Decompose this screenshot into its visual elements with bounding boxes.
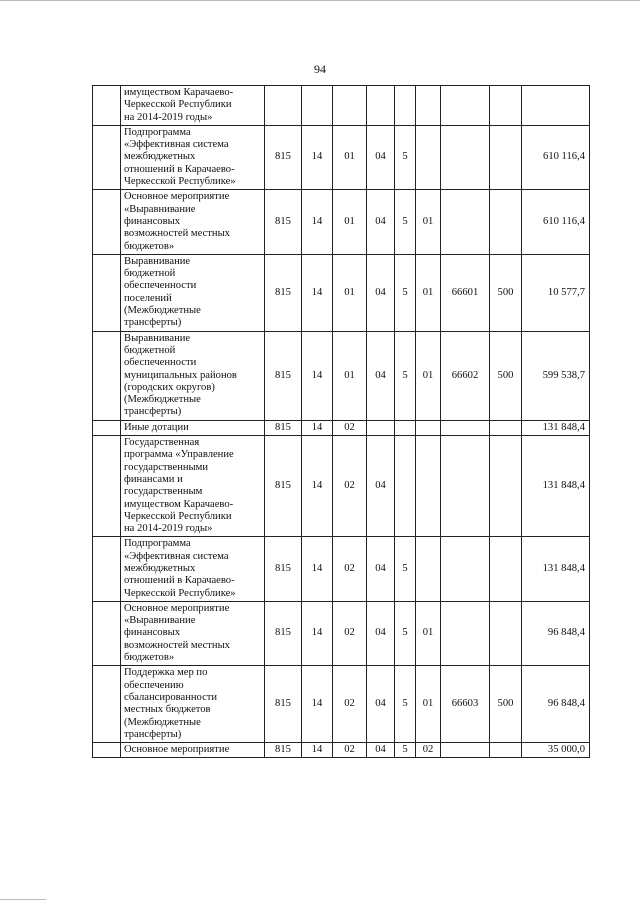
- admin-code-cell: 815: [265, 254, 302, 331]
- expense-type-cell: [490, 420, 522, 435]
- description-line: программа «Управление: [124, 449, 234, 461]
- subprogram-cell: 5: [395, 190, 416, 254]
- section-cell: 14: [302, 420, 333, 435]
- event-cell: [416, 537, 441, 601]
- row-number-cell: [93, 125, 121, 189]
- description-line: Основное мероприятие: [124, 191, 230, 203]
- direction-cell: [441, 190, 490, 254]
- description-line: отношений в Карачаево-: [124, 163, 235, 175]
- row-number-cell: [93, 537, 121, 601]
- table-row: [93, 331, 590, 420]
- subsection-cell: 01: [333, 254, 367, 331]
- admin-code-cell: 815: [265, 537, 302, 601]
- direction-cell: 66603: [441, 666, 490, 743]
- description-line: Черкесской Республике»: [124, 176, 236, 188]
- direction-cell: [441, 436, 490, 537]
- program-cell: 04: [367, 254, 395, 331]
- table-row: [93, 420, 590, 435]
- table-body: [93, 86, 590, 758]
- row-number-cell: [93, 254, 121, 331]
- subsection-cell: 02: [333, 436, 367, 537]
- description-cell: [121, 601, 265, 665]
- description-cell: [121, 254, 265, 331]
- table-row: [93, 86, 590, 126]
- description-line: Поддержка мер по: [124, 667, 208, 679]
- description-line: Выравнивание: [124, 255, 191, 267]
- description-line: муниципальных районов: [124, 369, 237, 381]
- program-cell: 04: [367, 436, 395, 537]
- expense-type-cell: [490, 601, 522, 665]
- section-cell: 14: [302, 331, 333, 420]
- description-line: возможностей местных: [124, 639, 230, 651]
- section-cell: 14: [302, 436, 333, 537]
- description-line: «Выравнивание: [124, 203, 196, 215]
- program-cell: 04: [367, 601, 395, 665]
- description-line: местных бюджетов: [124, 704, 211, 716]
- subsection-cell: [333, 86, 367, 126]
- subsection-cell: 01: [333, 331, 367, 420]
- table-row: [93, 436, 590, 537]
- program-cell: 04: [367, 743, 395, 758]
- description-line: обеспеченности: [124, 280, 197, 292]
- admin-code-cell: 815: [265, 125, 302, 189]
- row-number-cell: [93, 743, 121, 758]
- description-line: бюджетной: [124, 268, 176, 280]
- subprogram-cell: 5: [395, 743, 416, 758]
- amount-cell: 131 848,4: [522, 420, 590, 435]
- description-line: финансовых: [124, 627, 180, 639]
- direction-cell: 66602: [441, 331, 490, 420]
- program-cell: 04: [367, 190, 395, 254]
- description-line: имуществом Карачаево-: [124, 87, 234, 98]
- row-number-cell: [93, 666, 121, 743]
- admin-code-cell: 815: [265, 420, 302, 435]
- subsection-cell: 01: [333, 190, 367, 254]
- expense-type-cell: [490, 436, 522, 537]
- admin-code-cell: 815: [265, 601, 302, 665]
- program-cell: [367, 86, 395, 126]
- table-row: [93, 190, 590, 254]
- description-line: обеспечению: [124, 679, 184, 691]
- direction-cell: [441, 601, 490, 665]
- subsection-cell: 02: [333, 537, 367, 601]
- description-line: имуществом Карачаево-: [124, 498, 234, 510]
- program-cell: [367, 420, 395, 435]
- description-line: финансовых: [124, 215, 180, 227]
- description-cell: [121, 420, 265, 435]
- amount-cell: [522, 86, 590, 126]
- description-line: отношений в Карачаево-: [124, 575, 235, 587]
- section-cell: 14: [302, 601, 333, 665]
- direction-cell: [441, 537, 490, 601]
- direction-cell: [441, 86, 490, 126]
- description-line: (городских округов): [124, 381, 215, 393]
- admin-code-cell: 815: [265, 743, 302, 758]
- event-cell: [416, 125, 441, 189]
- description-line: (Межбюджетные: [124, 716, 201, 728]
- event-cell: [416, 420, 441, 435]
- description-cell: [121, 666, 265, 743]
- description-line: государственными: [124, 461, 209, 473]
- row-number-cell: [93, 420, 121, 435]
- subprogram-cell: 5: [395, 666, 416, 743]
- description-line: межбюджетных: [124, 151, 196, 163]
- row-number-cell: [93, 436, 121, 537]
- program-cell: 04: [367, 537, 395, 601]
- description-cell: [121, 86, 265, 126]
- admin-code-cell: 815: [265, 190, 302, 254]
- event-cell: [416, 86, 441, 126]
- amount-cell: 10 577,7: [522, 254, 590, 331]
- program-cell: 04: [367, 331, 395, 420]
- description-line: Государственная: [124, 437, 200, 449]
- subprogram-cell: 5: [395, 331, 416, 420]
- event-cell: 02: [416, 743, 441, 758]
- description-line: на 2014-2019 годы»: [124, 523, 213, 535]
- description-line: трансферты): [124, 317, 182, 329]
- description-line: бюджетов»: [124, 652, 175, 664]
- event-cell: 01: [416, 190, 441, 254]
- subprogram-cell: 5: [395, 537, 416, 601]
- description-line: сбалансированности: [124, 691, 218, 703]
- description-line: поселений: [124, 292, 172, 304]
- expense-type-cell: [490, 125, 522, 189]
- table-row: [93, 125, 590, 189]
- description-cell: [121, 743, 265, 758]
- subprogram-cell: 5: [395, 601, 416, 665]
- row-number-cell: [93, 331, 121, 420]
- description-line: трансферты): [124, 728, 182, 740]
- table-row: [93, 743, 590, 758]
- section-cell: 14: [302, 666, 333, 743]
- subsection-cell: 02: [333, 666, 367, 743]
- table-row: [93, 601, 590, 665]
- description-line: Иные дотации: [124, 421, 189, 433]
- description-line: межбюджетных: [124, 562, 196, 574]
- budget-table: [92, 85, 590, 758]
- scan-edge-top: [0, 0, 640, 1]
- description-cell: [121, 125, 265, 189]
- subprogram-cell: [395, 86, 416, 126]
- event-cell: 01: [416, 666, 441, 743]
- admin-code-cell: 815: [265, 436, 302, 537]
- amount-cell: 610 116,4: [522, 190, 590, 254]
- direction-cell: [441, 125, 490, 189]
- admin-code-cell: 815: [265, 666, 302, 743]
- description-cell: [121, 436, 265, 537]
- amount-cell: 610 116,4: [522, 125, 590, 189]
- description-line: Подпрограмма: [124, 126, 191, 138]
- description-line: обеспеченности: [124, 357, 197, 369]
- page-number: 94: [314, 62, 326, 76]
- event-cell: [416, 436, 441, 537]
- table-row: [93, 254, 590, 331]
- admin-code-cell: [265, 86, 302, 126]
- description-line: финансами и: [124, 473, 183, 485]
- description-cell: [121, 331, 265, 420]
- program-cell: 04: [367, 125, 395, 189]
- expense-type-cell: [490, 86, 522, 126]
- event-cell: 01: [416, 331, 441, 420]
- direction-cell: [441, 743, 490, 758]
- expense-type-cell: [490, 743, 522, 758]
- description-line: Черкесской Республики: [124, 99, 232, 111]
- description-line: «Эффективная система: [124, 139, 229, 151]
- description-line: бюджетов»: [124, 240, 175, 252]
- table-row: [93, 666, 590, 743]
- program-cell: 04: [367, 666, 395, 743]
- section-cell: [302, 86, 333, 126]
- section-cell: 14: [302, 190, 333, 254]
- admin-code-cell: 815: [265, 331, 302, 420]
- description-line: трансферты): [124, 406, 182, 418]
- subsection-cell: 01: [333, 125, 367, 189]
- section-cell: 14: [302, 537, 333, 601]
- description-line: (Межбюджетные: [124, 305, 201, 317]
- description-line: Выравнивание: [124, 332, 191, 344]
- subprogram-cell: [395, 420, 416, 435]
- expense-type-cell: 500: [490, 254, 522, 331]
- amount-cell: 35 000,0: [522, 743, 590, 758]
- subsection-cell: 02: [333, 601, 367, 665]
- section-cell: 14: [302, 254, 333, 331]
- description-line: Основное мероприятие: [124, 602, 230, 614]
- section-cell: 14: [302, 743, 333, 758]
- expense-type-cell: [490, 537, 522, 601]
- description-line: государственным: [124, 486, 203, 498]
- description-line: Черкесской Республики: [124, 510, 232, 522]
- direction-cell: 66601: [441, 254, 490, 331]
- description-line: «Эффективная система: [124, 550, 229, 562]
- amount-cell: 599 538,7: [522, 331, 590, 420]
- amount-cell: 131 848,4: [522, 537, 590, 601]
- subprogram-cell: 5: [395, 125, 416, 189]
- expense-type-cell: 500: [490, 666, 522, 743]
- scan-edge-bottom-left: [0, 899, 46, 900]
- description-line: возможностей местных: [124, 228, 230, 240]
- expense-type-cell: [490, 190, 522, 254]
- amount-cell: 96 848,4: [522, 666, 590, 743]
- description-line: Подпрограмма: [124, 538, 191, 550]
- description-line: Черкесской Республике»: [124, 587, 236, 599]
- description-line: Основное мероприятие: [124, 744, 230, 756]
- description-line: (Межбюджетные: [124, 394, 201, 406]
- description-line: на 2014-2019 годы»: [124, 111, 213, 123]
- description-line: бюджетной: [124, 344, 176, 356]
- subsection-cell: 02: [333, 743, 367, 758]
- description-line: «Выравнивание: [124, 615, 196, 627]
- subsection-cell: 02: [333, 420, 367, 435]
- subprogram-cell: 5: [395, 254, 416, 331]
- description-cell: [121, 190, 265, 254]
- expense-type-cell: 500: [490, 331, 522, 420]
- row-number-cell: [93, 190, 121, 254]
- amount-cell: 96 848,4: [522, 601, 590, 665]
- description-cell: [121, 537, 265, 601]
- event-cell: 01: [416, 601, 441, 665]
- direction-cell: [441, 420, 490, 435]
- table-row: [93, 537, 590, 601]
- section-cell: 14: [302, 125, 333, 189]
- row-number-cell: [93, 601, 121, 665]
- amount-cell: 131 848,4: [522, 436, 590, 537]
- event-cell: 01: [416, 254, 441, 331]
- row-number-cell: [93, 86, 121, 126]
- subprogram-cell: [395, 436, 416, 537]
